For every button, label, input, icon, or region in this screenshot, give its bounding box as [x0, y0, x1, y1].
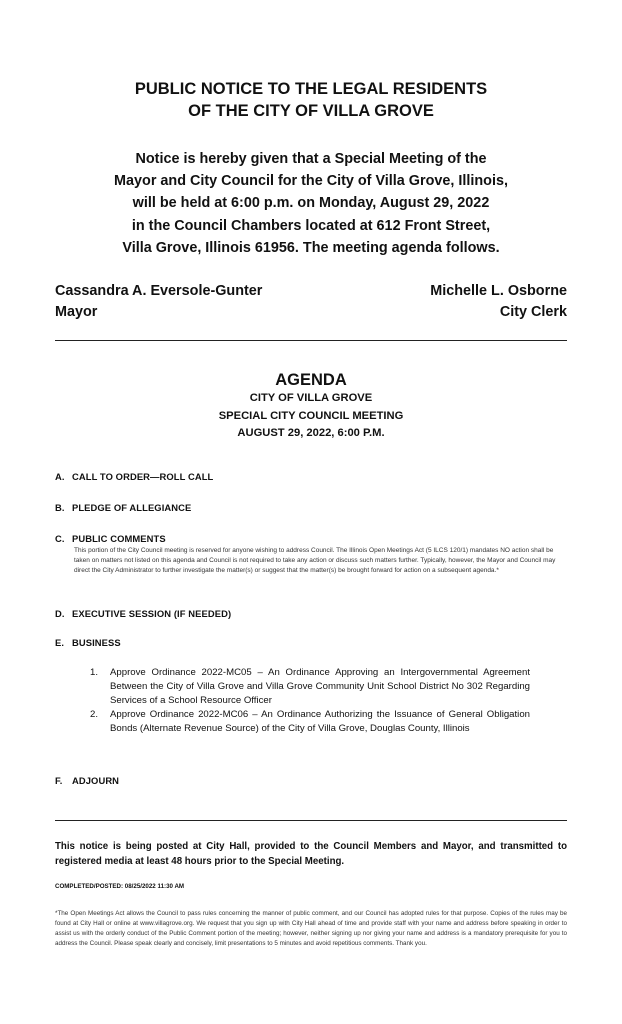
item-letter: E. [55, 637, 65, 648]
item-label: BUSINESS [72, 637, 121, 648]
posting-notice: This notice is being posted at City Hall, provided to the Council Members and Mayor, and transmitted to registered media at least 48 hours prior to the Special Meeting. [55, 841, 567, 867]
public-comments-text: This portion of the City Council meeting is reserved for anyone wishing to address Council. The Illinois Open Meetings Act (5 ILCS 120/1) mandates NO action shall be taken on matters not listed on this agenda and Council is not required to take any action or discuss such matters further. Typically, however, the Mayor and Council may direct the City Administrator to further investigate the matter(s) or suggest that the matter(s) be brought forward for action on a subsequent agenda.* [74, 547, 556, 575]
agenda-city: CITY OF VILLA GROVE [249, 392, 373, 404]
agenda-item-pledge [55, 502, 191, 513]
item-label: ADJOURN [72, 775, 120, 786]
document-title [40, 78, 582, 122]
agenda-item-executive-session [55, 608, 231, 619]
agenda-item-business [55, 637, 121, 648]
item-label: CALL TO ORDER—ROLL CALL [72, 471, 214, 482]
agenda-item-public-comments [55, 533, 166, 544]
notice-line: will be held at 6:00 p.m. on Monday, August 29, 2022 [132, 195, 490, 212]
business-item-number: 1. [90, 667, 99, 678]
agenda-title: AGENDA [275, 371, 347, 389]
meeting-notice [40, 148, 582, 259]
notice-line: in the Council Chambers located at 612 Front Street, [131, 217, 491, 234]
item-label: PLEDGE OF ALLEGIANCE [72, 502, 192, 513]
agenda-date: AUGUST 29, 2022, 6:00 P.M. [237, 427, 385, 439]
item-letter: A. [55, 471, 65, 482]
item-letter: D. [55, 608, 65, 619]
notice-line: Mayor and City Council for the City of Villa Grove, Illinois, [114, 173, 508, 190]
agenda-item-adjourn [55, 775, 119, 786]
title-line-2: OF THE CITY OF VILLA GROVE [188, 102, 434, 120]
clerk-name: Michelle L. Osborne [430, 283, 567, 299]
business-item-text: Approve Ordinance 2022-MC06 – An Ordinance Authorizing the Issuance of General Obligation Bonds (Alternate Revenue Source) of the City of Villa Grove, Douglas County, Illinois [110, 709, 530, 734]
notice-line: Notice is hereby given that a Special Meeting of the [135, 151, 487, 167]
mayor-signature [55, 281, 262, 323]
mayor-title: Mayor [55, 304, 98, 320]
bottom-divider [55, 820, 567, 821]
top-divider [55, 340, 567, 341]
business-item-text: Approve Ordinance 2022-MC05 – An Ordinance Approving an Intergovernmental Agreement Between the City of Villa Grove and Villa Grove Community Unit School District No 302 Regarding Services of a School Resource Officer [110, 667, 530, 706]
business-item [90, 708, 530, 736]
agenda-header [40, 370, 582, 443]
completed-posted: COMPLETED/POSTED: 08/25/2022 11:30 AM [55, 883, 185, 890]
item-letter: F. [55, 775, 63, 786]
business-item [90, 666, 530, 708]
item-letter: C. [55, 533, 65, 544]
agenda-meeting-type: SPECIAL CITY COUNCIL MEETING [218, 409, 404, 422]
agenda-item-call-to-order [55, 471, 213, 482]
item-label: PUBLIC COMMENTS [72, 533, 166, 544]
mayor-name: Cassandra A. Eversole-Gunter [55, 283, 263, 299]
footnote: *The Open Meetings Act allows the Council to pass rules concerning the manner of public comment, and our Council has adopted rules for that purpose. Copies of the rules may be found at City Hall or online at www.villagrove.org. We request that you sign up with City Hall ahead of time and provide staff with your name and address before speaking in order to assist us with the orderly conduct of the Public Comment portion of the meeting; however, neither signing up nor giving your name and address is a mandatory prerequisite for you to address the Council. Please speak clearly and concisely, limit presentations to 5 minutes and avoid repetitious comments. Thank you. [55, 910, 567, 948]
business-item-number: 2. [90, 709, 99, 720]
title-line-1: PUBLIC NOTICE TO THE LEGAL RESIDENTS [134, 80, 488, 98]
notice-line: Villa Grove, Illinois 61956. The meeting agenda follows. [122, 239, 500, 256]
clerk-title: City Clerk [499, 304, 567, 320]
business-list [90, 666, 530, 736]
clerk-signature [430, 281, 567, 323]
item-letter: B. [55, 502, 65, 513]
item-label: EXECUTIVE SESSION (IF NEEDED) [72, 608, 232, 619]
